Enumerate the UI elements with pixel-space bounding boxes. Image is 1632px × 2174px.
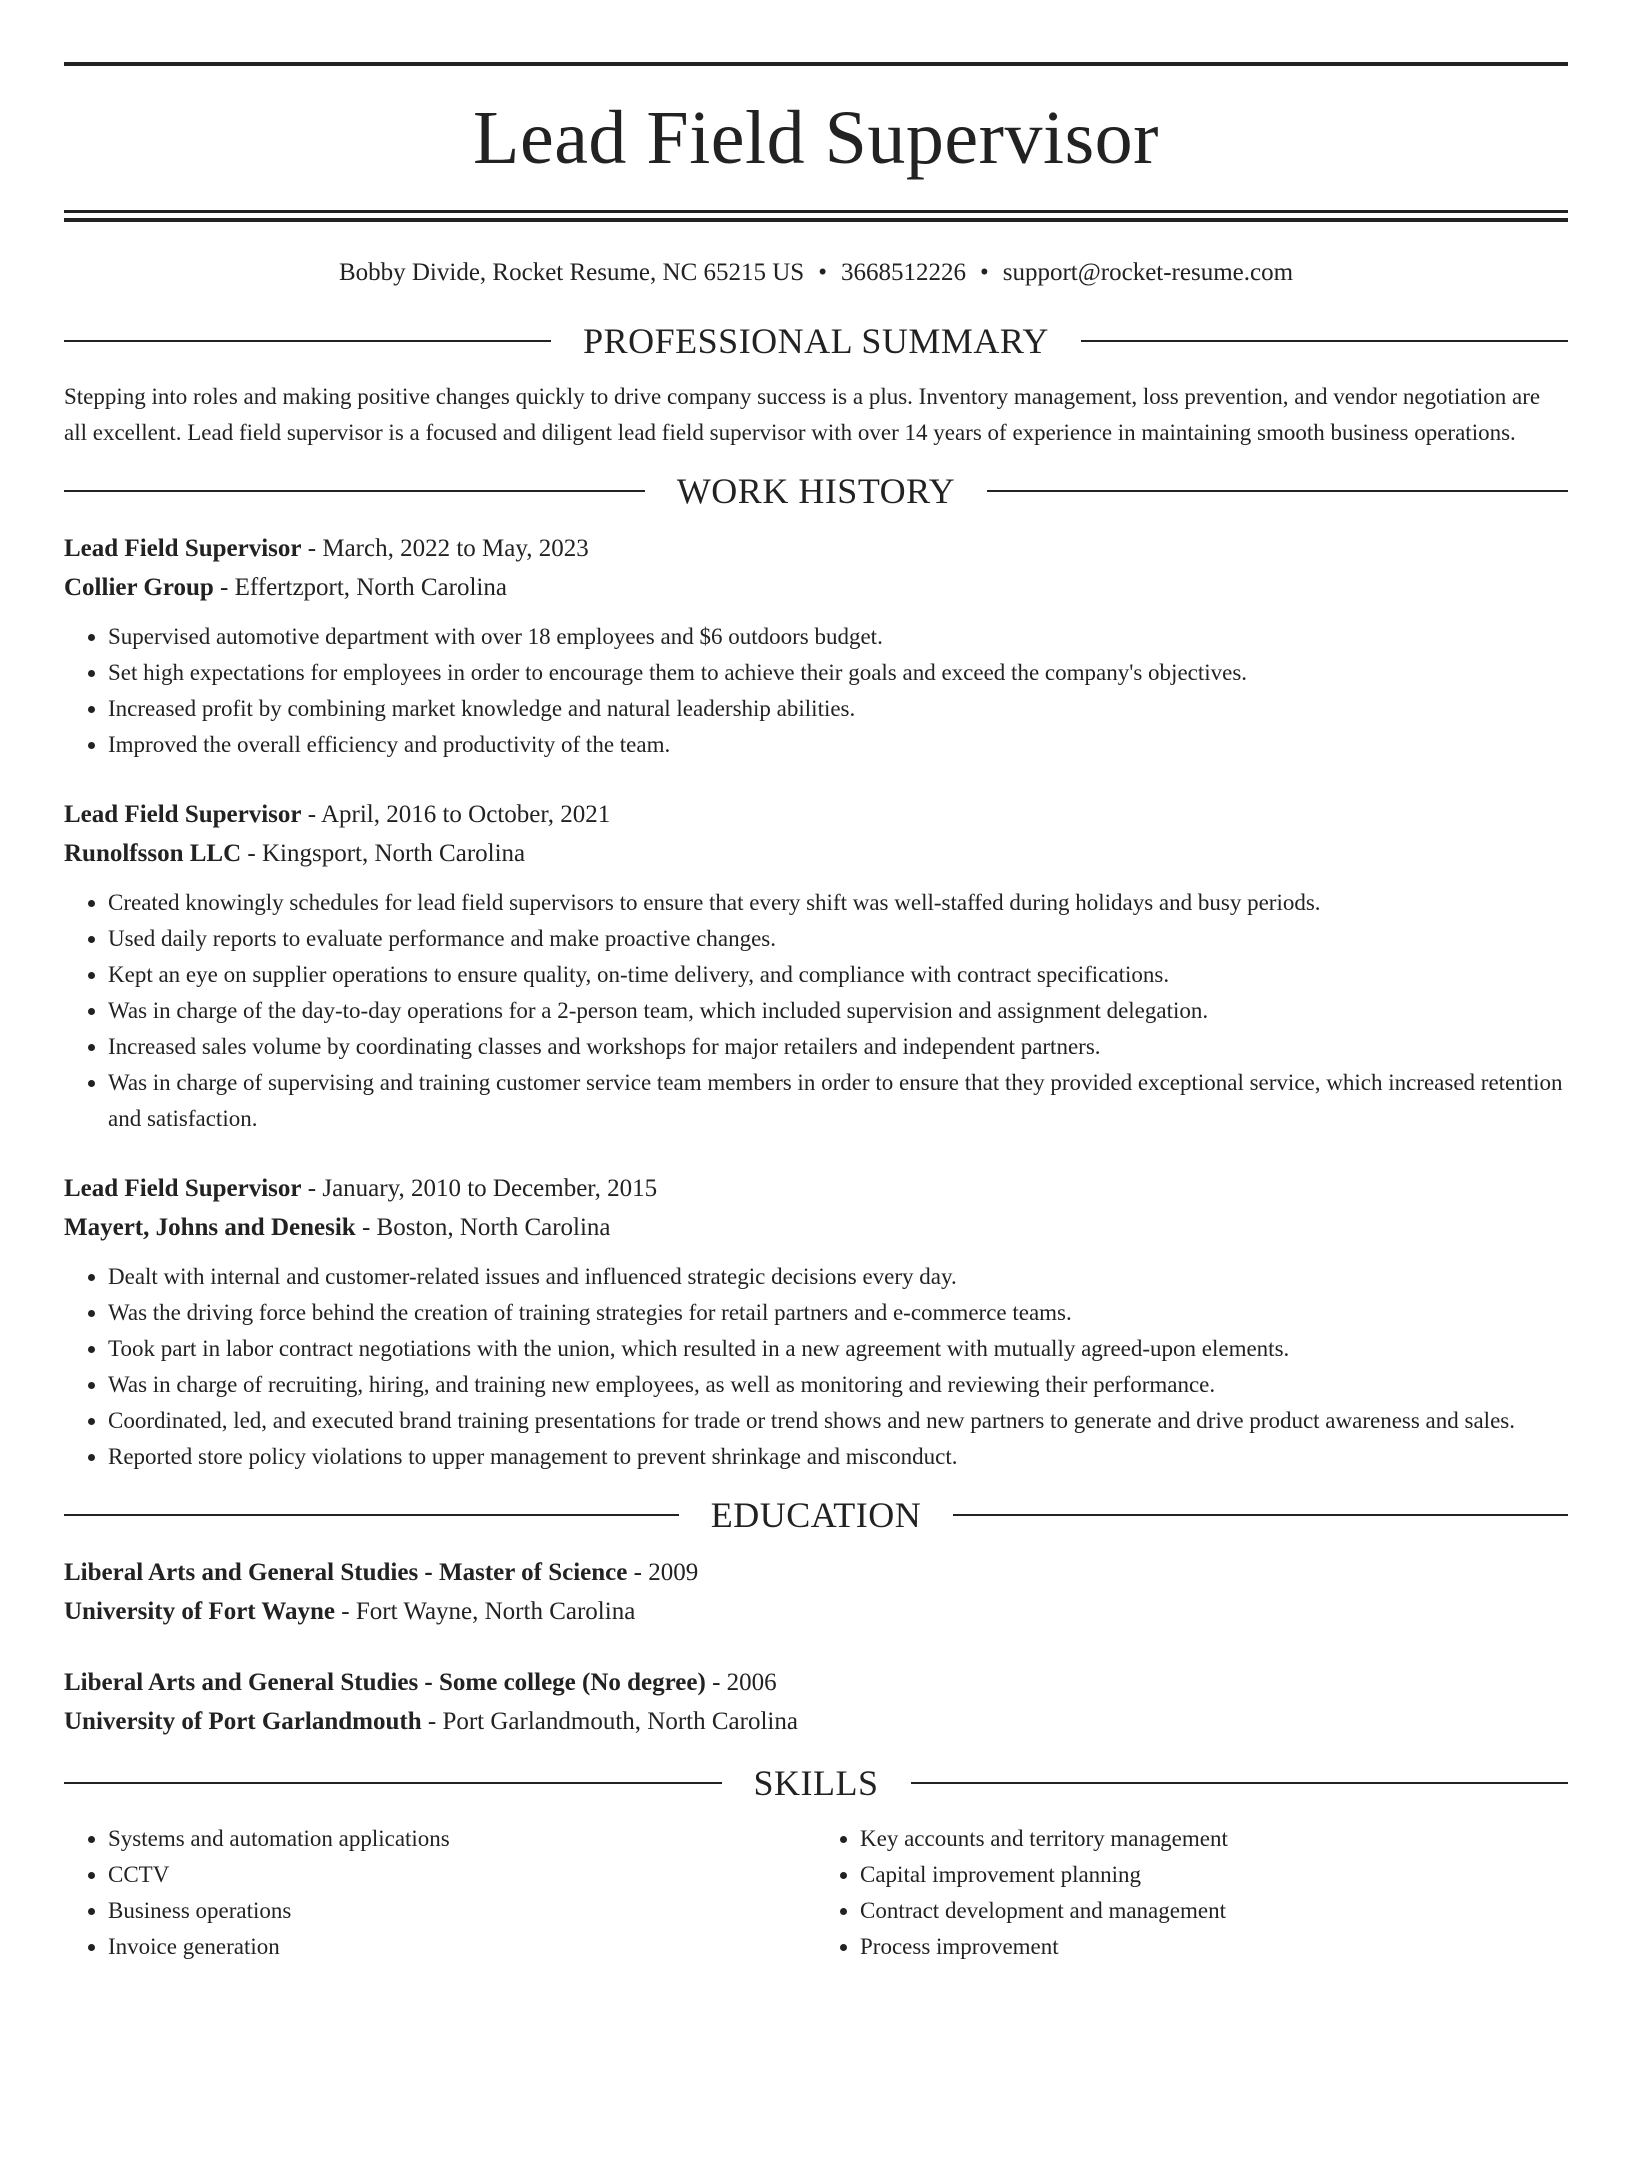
- job-title: Lead Field Supervisor: [64, 1175, 302, 1202]
- education-heading-label: EDUCATION: [710, 1495, 922, 1535]
- resume-page: [0, 62, 1632, 2174]
- education-year: - 2009: [627, 1559, 699, 1586]
- job-dates: - March, 2022 to May, 2023: [301, 535, 589, 562]
- job-bullet: • Kept an eye on supplier operations to ensure quality, on-time delivery, and compliance with contract specifications.: [108, 957, 1568, 993]
- job-title: Lead Field Supervisor: [64, 801, 302, 828]
- job-location: - Effertzport, North Carolina: [213, 574, 507, 601]
- contact-separator: •: [979, 259, 989, 286]
- job-bullet: • Improved the overall efficiency and productivity of the team.: [108, 727, 1568, 763]
- job-location: - Boston, North Carolina: [355, 1214, 611, 1241]
- skill-item: • CCTV: [108, 1857, 816, 1893]
- job-bullets: [64, 885, 1568, 1137]
- education-location: - Port Garlandmouth, North Carolina: [421, 1708, 798, 1735]
- job-entry: [64, 795, 1568, 1137]
- skills-list: [64, 1821, 1568, 1965]
- job-bullet: • Was in charge of the day-to-day operations for a 2-person team, which included supervision and assignment delegation.: [108, 993, 1568, 1029]
- summary-heading: [64, 323, 1568, 359]
- education-location: - Fort Wayne, North Carolina: [335, 1598, 636, 1625]
- education-year: - 2006: [705, 1669, 777, 1696]
- job-bullets: [64, 619, 1568, 763]
- contact-email: support@rocket-resume.com: [1002, 259, 1294, 286]
- job-bullet: • Dealt with internal and customer-related issues and influenced strategic decisions every day.: [108, 1259, 1568, 1295]
- resume-title: Lead Field Supervisor: [473, 96, 1159, 180]
- job-bullet: • Took part in labor contract negotiations with the union, which resulted in a new agreement with mutually agreed-upon elements.: [108, 1331, 1568, 1367]
- education-degree: Liberal Arts and General Studies - Some college (No degree): [64, 1669, 706, 1696]
- summary-text: Stepping into roles and making positive changes quickly to drive company success is a plus. Inventory management, loss prevention, and vendor negotiation are all excellent. Lead field supervisor is a focused and diligent lead field supervisor with over 14 years of experience in maintaining smooth business operations.: [64, 384, 1541, 445]
- skill-item: • Systems and automation applications: [108, 1821, 816, 1857]
- job-company: Collier Group: [64, 574, 214, 601]
- job-bullet: • Created knowingly schedules for lead field supervisors to ensure that every shift was well-staffed during holidays and busy periods.: [108, 885, 1568, 921]
- education-entry: [64, 1553, 1568, 1631]
- contact-address: Bobby Divide, Rocket Resume, NC 65215 US: [338, 259, 805, 286]
- job-entry: [64, 529, 1568, 763]
- job-entry: [64, 1169, 1568, 1475]
- title-double-rule: [64, 210, 1568, 222]
- job-bullet: • Set high expectations for employees in order to encourage them to achieve their goals and exceed the company's objectives.: [108, 655, 1568, 691]
- job-company: Runolfsson LLC: [64, 840, 242, 867]
- skill-item: • Business operations: [108, 1893, 816, 1929]
- job-bullet: • Increased sales volume by coordinating classes and workshops for major retailers and independent partners.: [108, 1029, 1568, 1065]
- job-bullet: • Supervised automotive department with over 18 employees and $6 outdoors budget.: [108, 619, 1568, 655]
- contact-phone: 3668512226: [840, 259, 966, 286]
- work-history-heading-label: WORK HISTORY: [676, 471, 956, 511]
- job-bullet: • Reported store policy violations to upper management to prevent shrinkage and misconduct.: [108, 1439, 1568, 1475]
- job-bullet: • Increased profit by combining market knowledge and natural leadership abilities.: [108, 691, 1568, 727]
- skill-item: • Process improvement: [860, 1929, 1568, 1965]
- contact-line: [64, 260, 1568, 285]
- skill-item: • Key accounts and territory management: [860, 1821, 1568, 1857]
- skills-heading: [64, 1765, 1568, 1801]
- job-location: - Kingsport, North Carolina: [241, 840, 526, 867]
- skills-column-left: [64, 1821, 816, 1965]
- job-bullet: • Was in charge of supervising and training customer service team members in order to ensure that they provided exceptional service, which increased retention and satisfaction.: [108, 1065, 1568, 1137]
- education-school: University of Port Garlandmouth: [64, 1708, 422, 1735]
- skill-item: • Capital improvement planning: [860, 1857, 1568, 1893]
- education-degree: Liberal Arts and General Studies - Master of Science: [64, 1559, 628, 1586]
- contact-separator: •: [818, 259, 827, 286]
- education-heading: [64, 1497, 1568, 1533]
- job-bullet: • Was the driving force behind the creation of training strategies for retail partners and e-commerce teams.: [108, 1295, 1568, 1331]
- job-company: Mayert, Johns and Denesik: [64, 1214, 356, 1241]
- job-title: Lead Field Supervisor: [64, 535, 302, 562]
- skills-column-right: [816, 1821, 1568, 1965]
- job-bullets: [64, 1259, 1568, 1475]
- job-dates: - April, 2016 to October, 2021: [301, 801, 611, 828]
- summary-heading-label: PROFESSIONAL SUMMARY: [583, 321, 1049, 361]
- job-dates: - January, 2010 to December, 2015: [301, 1175, 658, 1202]
- job-bullet: • Used daily reports to evaluate performance and make proactive changes.: [108, 921, 1568, 957]
- education-school: University of Fort Wayne: [64, 1598, 336, 1625]
- work-history-heading: [64, 473, 1568, 509]
- job-bullet: • Coordinated, led, and executed brand training presentations for trade or trend shows and new partners to generate and drive product awareness and sales.: [108, 1403, 1568, 1439]
- top-rule: [64, 62, 1568, 66]
- skills-heading-label: SKILLS: [753, 1763, 879, 1803]
- job-bullet: • Was in charge of recruiting, hiring, and training new employees, as well as monitoring and reviewing their performance.: [108, 1367, 1568, 1403]
- skill-item: • Contract development and management: [860, 1893, 1568, 1929]
- skill-item: • Invoice generation: [108, 1929, 816, 1965]
- education-entry: [64, 1663, 1568, 1741]
